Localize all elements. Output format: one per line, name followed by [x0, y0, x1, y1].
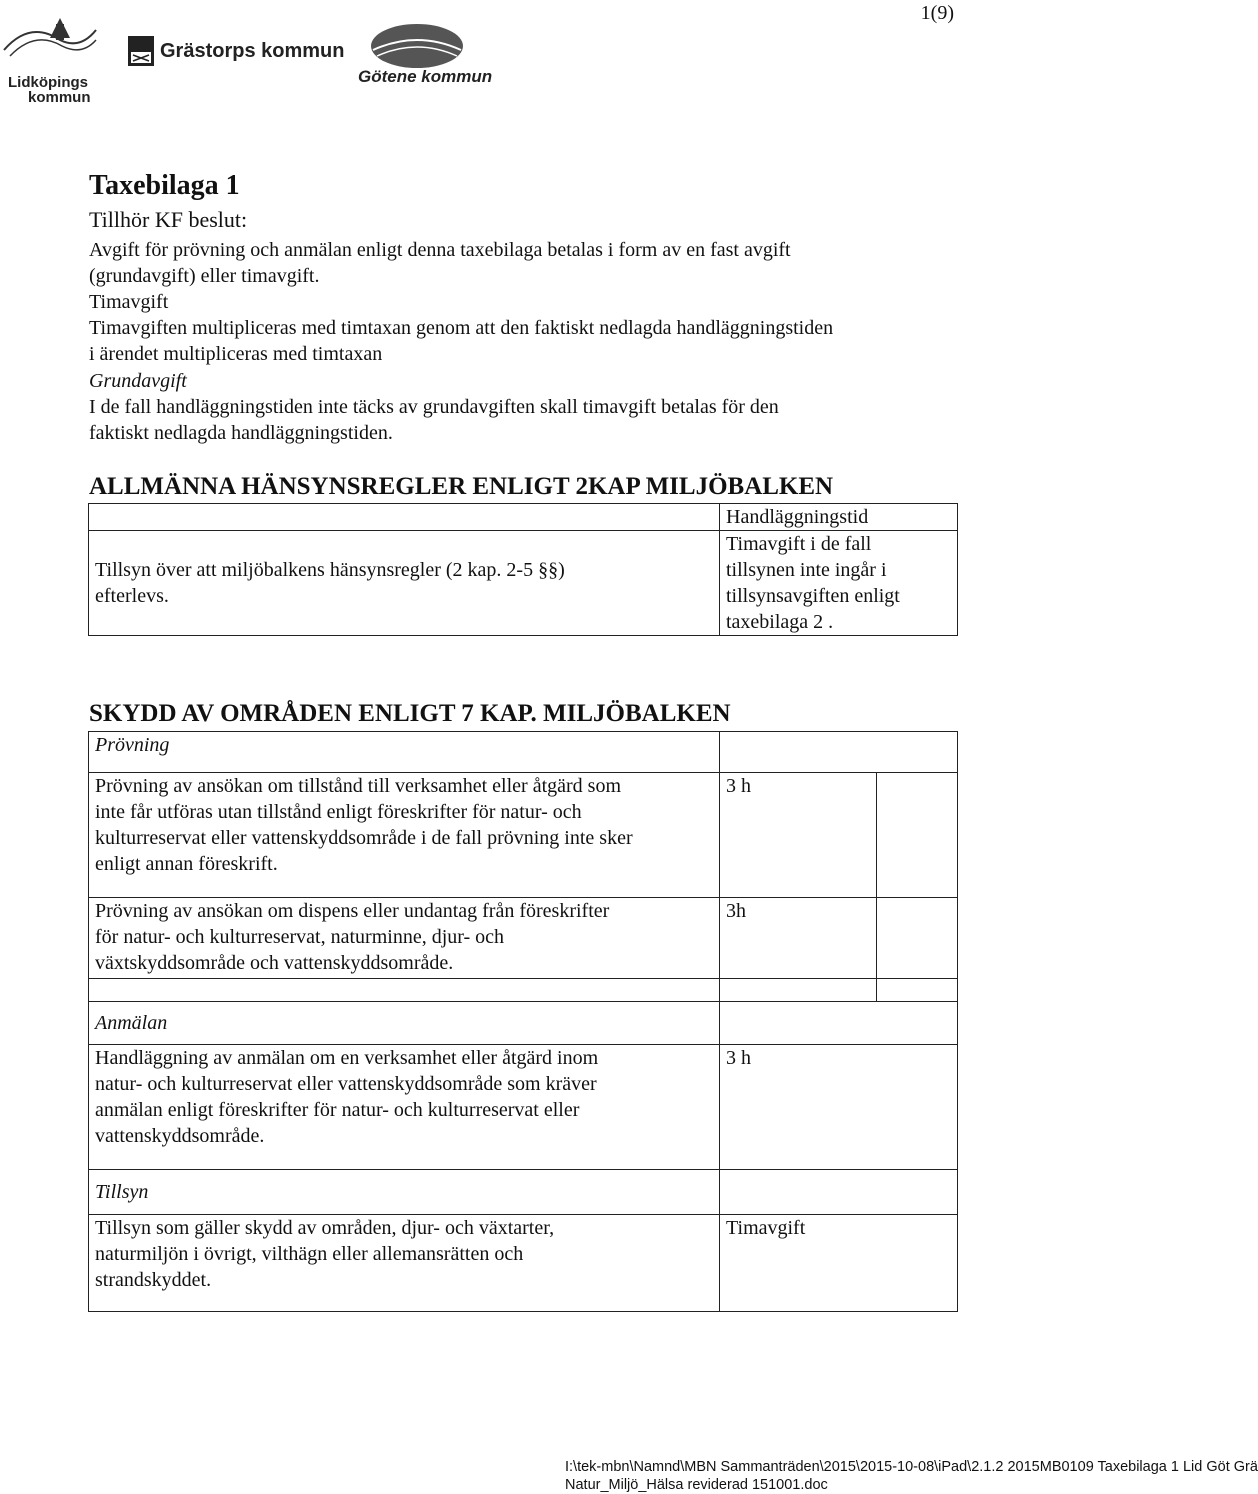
- footer-path-line-1: I:\tek-mbn\Namnd\MBN Sammanträden\2015\2015-10-08\iPad\2.1.2 2015MB0109 Taxebilaga 1 Lid Göt Grä: [565, 1459, 1258, 1475]
- provning-label: Prövning: [89, 732, 720, 773]
- grastorp-name: Grästorps kommun: [160, 40, 345, 62]
- anmalan-row-line-3: anmälan enligt föreskrifter för natur- och kulturreservat eller: [95, 1099, 580, 1121]
- section1-row-value-line-3: tillsynsavgiften enligt: [726, 585, 900, 607]
- anmalan-row-line-2: natur- och kulturreservat eller vattenskyddsområde som kräver: [95, 1073, 597, 1095]
- provning-row-2-line-2: för natur- och kulturreservat, naturminne, djur- och: [95, 926, 505, 948]
- anmalan-row: [89, 1045, 958, 1170]
- section1-row: [89, 531, 958, 636]
- page-number: 1(9): [920, 2, 954, 24]
- provning-row-1: [89, 773, 958, 898]
- tillsyn-row-line-3: strandskyddet.: [95, 1269, 212, 1291]
- section1-table: [88, 503, 958, 636]
- lidkoping-name-line1: Lidköpings: [8, 74, 88, 91]
- gotene-emblem-icon: [355, 20, 480, 70]
- tillsyn-label-row: [89, 1170, 958, 1215]
- tillsyn-row-line-1: Tillsyn som gäller skydd av områden, djur- och växtarter,: [95, 1217, 555, 1239]
- provning-row-1-extra-cell: [877, 773, 958, 898]
- grastorp-shield-icon: [128, 36, 156, 68]
- spacer-row: [89, 979, 958, 1002]
- section1-row-text-line-2: efterlevs.: [95, 585, 169, 607]
- section1-row-text-line-1: Tillsyn över att miljöbalkens hänsynsregler (2 kap. 2-5 §§): [95, 559, 565, 581]
- document-subtitle: Tillhör KF beslut:: [89, 207, 248, 232]
- section1-row-value-line-2: tillsynen inte ingår i: [726, 559, 887, 581]
- tillsyn-row-value: Timavgift: [720, 1215, 958, 1312]
- anmalan-row-text: [89, 1045, 720, 1170]
- timavgift-line-1: Timavgiften multipliceras med timtaxan genom att den faktiskt nedlagda handläggningstiden: [89, 317, 834, 339]
- grundavgift-line-2: faktiskt nedlagda handläggningstiden.: [89, 422, 393, 444]
- timavgift-heading: Timavgift: [89, 291, 169, 313]
- provning-label-empty-cell: [720, 732, 958, 773]
- grundavgift-line-1: I de fall handläggningstiden inte täcks av grundavgiften skall timavgift betalas för den: [89, 396, 779, 418]
- anmalan-row-line-4: vattenskyddsområde.: [95, 1125, 265, 1147]
- gotene-logo: [355, 20, 493, 90]
- lidkoping-logo: [0, 10, 100, 106]
- section2-table: [88, 731, 958, 1312]
- provning-row-2-line-3: växtskyddsområde och vattenskyddsområde.: [95, 952, 454, 974]
- provning-row-2-line-1: Prövning av ansökan om dispens eller undantag från föreskrifter: [95, 900, 610, 922]
- section1-col-header: Handläggningstid: [720, 504, 958, 531]
- provning-row-2: [89, 898, 958, 979]
- anmalan-label-row: [89, 1002, 958, 1045]
- intro-line-2: (grundavgift) eller timavgift.: [89, 265, 320, 287]
- provning-row-1-value: 3 h: [720, 773, 877, 898]
- anmalan-label-empty-cell: [720, 1002, 958, 1045]
- anmalan-row-value: 3 h: [720, 1045, 958, 1170]
- provning-label-row: [89, 732, 958, 773]
- section2-heading: SKYDD AV OMRÅDEN ENLIGT 7 KAP. MILJÖBALKEN: [89, 700, 731, 727]
- intro-line-1: Avgift för prövning och anmälan enligt denna taxebilaga betalas i form av en fast avgift: [89, 239, 791, 261]
- provning-row-1-line-4: enligt annan föreskrift.: [95, 853, 278, 875]
- anmalan-label: Anmälan: [89, 1002, 720, 1045]
- tillsyn-row-text: [89, 1215, 720, 1312]
- lidkoping-emblem-icon: [0, 10, 100, 70]
- timavgift-line-2: i ärendet multipliceras med timtaxan: [89, 343, 383, 365]
- spacer-cell-3: [877, 979, 958, 1002]
- anmalan-row-line-1: Handläggning av anmälan om en verksamhet eller åtgärd inom: [95, 1047, 599, 1069]
- gotene-name: Götene kommun: [358, 67, 493, 86]
- provning-row-1-line-3: kulturreservat eller vattenskyddsområde i de fall prövning inte sker: [95, 827, 633, 849]
- tillsyn-row: [89, 1215, 958, 1312]
- section1-header-empty-cell: [89, 504, 720, 531]
- section1-row-value-line-4: taxebilaga 2 .: [726, 611, 834, 633]
- spacer-cell-1: [89, 979, 720, 1002]
- tillsyn-label-empty-cell: [720, 1170, 958, 1215]
- lidkoping-name-line2: kommun: [28, 89, 91, 106]
- section1-row-value-line-1: Timavgift i de fall: [726, 533, 872, 555]
- section1-header-row: [89, 504, 958, 531]
- provning-row-1-text: [89, 773, 720, 898]
- spacer-cell-2: [720, 979, 877, 1002]
- tillsyn-row-line-2: naturmiljön i övrigt, vilthägn eller allemansrätten och: [95, 1243, 524, 1265]
- provning-row-1-line-2: inte får utföras utan tillstånd enligt föreskrifter för natur- och: [95, 801, 582, 823]
- section1-row-value: [720, 531, 958, 636]
- provning-row-2-text: [89, 898, 720, 979]
- document-title: Taxebilaga 1: [89, 170, 240, 201]
- section1-row-text: [89, 531, 720, 636]
- grundavgift-heading: Grundavgift: [89, 370, 187, 392]
- section1-heading: ALLMÄNNA HÄNSYNSREGLER ENLIGT 2KAP MILJÖBALKEN: [89, 473, 834, 500]
- provning-row-2-value: 3h: [720, 898, 877, 979]
- tillsyn-label: Tillsyn: [89, 1170, 720, 1215]
- provning-row-2-extra-cell: [877, 898, 958, 979]
- provning-row-1-line-1: Prövning av ansökan om tillstånd till verksamhet eller åtgärd som: [95, 775, 622, 797]
- footer-path-line-2: Natur_Miljö_Hälsa reviderad 151001.doc: [565, 1477, 828, 1493]
